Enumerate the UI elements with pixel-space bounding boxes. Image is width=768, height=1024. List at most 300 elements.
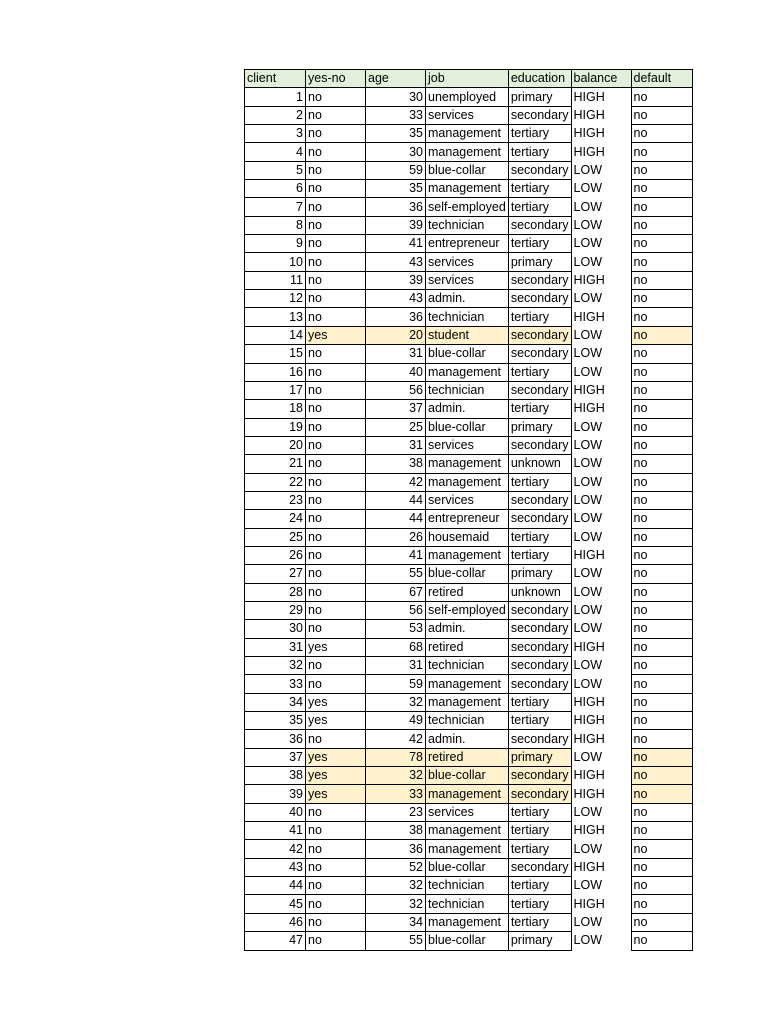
cell-yes-no[interactable]: no [306,290,366,308]
cell-client[interactable]: 24 [245,510,306,528]
cell-yes-no[interactable]: no [306,510,366,528]
cell-yes-no[interactable]: no [306,932,366,950]
cell-client[interactable]: 2 [245,106,306,124]
cell-client[interactable]: 30 [245,620,306,638]
header-cell-age[interactable]: age [366,70,426,88]
cell-age[interactable]: 32 [366,767,426,785]
cell-yes-no[interactable]: no [306,161,366,179]
cell-education[interactable]: tertiary [508,546,571,564]
cell-balance[interactable]: LOW [573,566,602,581]
cell-job[interactable]: technician [426,657,509,675]
cell-age[interactable]: 55 [366,565,426,583]
cell-yes-no[interactable]: no [306,620,366,638]
cell-balance[interactable]: LOW [573,346,602,361]
cell-education[interactable]: tertiary [508,473,571,491]
cell-balance[interactable]: HIGH [573,383,605,398]
cell-education[interactable]: tertiary [508,180,571,198]
cell-default[interactable]: no [631,583,692,601]
cell-job[interactable]: blue-collar [426,858,509,876]
cell-client[interactable]: 31 [245,638,306,656]
cell-yes-no[interactable]: no [306,88,366,106]
cell-default[interactable]: no [631,693,692,711]
cell-age[interactable]: 41 [366,546,426,564]
cell-default[interactable]: no [631,400,692,418]
cell-balance[interactable]: LOW [573,236,602,251]
cell-education[interactable]: primary [508,253,571,271]
cell-default[interactable]: no [631,418,692,436]
cell-education[interactable]: unknown [508,455,571,473]
cell-job[interactable]: technician [426,308,509,326]
cell-default[interactable]: no [631,125,692,143]
cell-yes-no[interactable]: no [306,858,366,876]
cell-yes-no[interactable]: yes [306,693,366,711]
cell-balance[interactable]: HIGH [573,859,605,874]
cell-default[interactable]: no [631,858,692,876]
cell-age[interactable]: 56 [366,381,426,399]
cell-yes-no[interactable]: no [306,583,366,601]
cell-education[interactable]: tertiary [508,143,571,161]
cell-age[interactable]: 38 [366,455,426,473]
cell-client[interactable]: 18 [245,400,306,418]
cell-default[interactable]: no [631,143,692,161]
cell-education[interactable]: secondary [508,767,571,785]
cell-age[interactable]: 43 [366,253,426,271]
cell-education[interactable]: secondary [508,858,571,876]
cell-client[interactable]: 27 [245,565,306,583]
cell-client[interactable]: 8 [245,216,306,234]
cell-age[interactable]: 31 [366,436,426,454]
cell-job[interactable]: blue-collar [426,345,509,363]
cell-client[interactable]: 14 [245,326,306,344]
cell-yes-no[interactable]: no [306,877,366,895]
cell-balance[interactable]: HIGH [573,639,605,654]
cell-education[interactable]: secondary [508,345,571,363]
cell-education[interactable]: tertiary [508,840,571,858]
cell-age[interactable]: 40 [366,363,426,381]
cell-balance[interactable]: LOW [573,749,602,764]
cell-default[interactable]: no [631,106,692,124]
cell-default[interactable]: no [631,546,692,564]
cell-default[interactable]: no [631,730,692,748]
cell-education[interactable]: secondary [508,216,571,234]
cell-yes-no[interactable]: no [306,180,366,198]
cell-default[interactable]: no [631,473,692,491]
cell-client[interactable]: 23 [245,491,306,509]
cell-job[interactable]: management [426,180,509,198]
cell-education[interactable]: secondary [508,675,571,693]
cell-balance[interactable]: LOW [573,529,602,544]
cell-default[interactable]: no [631,180,692,198]
cell-yes-no[interactable]: yes [306,712,366,730]
cell-education[interactable]: secondary [508,657,571,675]
cell-client[interactable]: 40 [245,803,306,821]
cell-default[interactable]: no [631,271,692,289]
cell-yes-no[interactable]: yes [306,638,366,656]
cell-education[interactable]: secondary [508,620,571,638]
cell-job[interactable]: self-employed [426,601,509,619]
cell-age[interactable]: 31 [366,657,426,675]
cell-yes-no[interactable]: yes [306,326,366,344]
cell-age[interactable]: 25 [366,418,426,436]
cell-yes-no[interactable]: no [306,730,366,748]
cell-balance[interactable]: HIGH [573,309,605,324]
cell-default[interactable]: no [631,803,692,821]
cell-age[interactable]: 52 [366,858,426,876]
cell-job[interactable]: services [426,271,509,289]
cell-job[interactable]: admin. [426,730,509,748]
cell-yes-no[interactable]: no [306,271,366,289]
cell-age[interactable]: 67 [366,583,426,601]
cell-default[interactable]: no [631,455,692,473]
cell-balance[interactable]: LOW [573,474,602,489]
cell-age[interactable]: 36 [366,840,426,858]
cell-education[interactable]: tertiary [508,528,571,546]
cell-client[interactable]: 39 [245,785,306,803]
cell-default[interactable]: no [631,932,692,950]
cell-education[interactable]: secondary [508,510,571,528]
cell-balance[interactable]: LOW [573,199,602,214]
cell-default[interactable]: no [631,290,692,308]
cell-age[interactable]: 53 [366,620,426,638]
cell-client[interactable]: 35 [245,712,306,730]
cell-job[interactable]: services [426,106,509,124]
cell-job[interactable]: management [426,143,509,161]
cell-yes-no[interactable]: no [306,840,366,858]
cell-client[interactable]: 21 [245,455,306,473]
cell-yes-no[interactable]: no [306,253,366,271]
cell-default[interactable]: no [631,822,692,840]
cell-education[interactable]: secondary [508,436,571,454]
cell-yes-no[interactable]: no [306,546,366,564]
cell-age[interactable]: 39 [366,271,426,289]
cell-client[interactable]: 38 [245,767,306,785]
cell-education[interactable]: secondary [508,601,571,619]
cell-job[interactable]: services [426,253,509,271]
cell-age[interactable]: 44 [366,510,426,528]
cell-default[interactable]: no [631,491,692,509]
cell-default[interactable]: no [631,785,692,803]
cell-education[interactable]: primary [508,565,571,583]
cell-job[interactable]: technician [426,895,509,913]
cell-yes-no[interactable]: no [306,381,366,399]
cell-age[interactable]: 20 [366,326,426,344]
cell-balance[interactable]: HIGH [573,713,605,728]
cell-default[interactable]: no [631,601,692,619]
cell-client[interactable]: 22 [245,473,306,491]
cell-yes-no[interactable]: no [306,491,366,509]
cell-job[interactable]: management [426,125,509,143]
cell-client[interactable]: 3 [245,125,306,143]
cell-job[interactable]: blue-collar [426,161,509,179]
cell-yes-no[interactable]: no [306,822,366,840]
cell-job[interactable]: services [426,803,509,821]
cell-age[interactable]: 39 [366,216,426,234]
cell-job[interactable]: technician [426,877,509,895]
cell-education[interactable]: secondary [508,381,571,399]
cell-age[interactable]: 26 [366,528,426,546]
cell-yes-no[interactable]: no [306,363,366,381]
cell-job[interactable]: management [426,675,509,693]
cell-education[interactable]: secondary [508,638,571,656]
cell-balance[interactable]: LOW [573,438,602,453]
cell-education[interactable]: tertiary [508,400,571,418]
cell-default[interactable]: no [631,216,692,234]
cell-client[interactable]: 20 [245,436,306,454]
header-cell-client[interactable]: client [245,70,306,88]
cell-yes-no[interactable]: no [306,345,366,363]
cell-education[interactable]: tertiary [508,693,571,711]
cell-client[interactable]: 42 [245,840,306,858]
cell-balance[interactable]: HIGH [573,107,605,122]
cell-balance[interactable]: LOW [573,603,602,618]
cell-yes-no[interactable]: no [306,913,366,931]
cell-client[interactable]: 19 [245,418,306,436]
cell-default[interactable]: no [631,895,692,913]
cell-age[interactable]: 42 [366,473,426,491]
cell-job[interactable]: entrepreneur [426,510,509,528]
cell-job[interactable]: management [426,546,509,564]
cell-job[interactable]: management [426,363,509,381]
cell-balance[interactable]: HIGH [573,272,605,287]
cell-job[interactable]: unemployed [426,88,509,106]
cell-age[interactable]: 68 [366,638,426,656]
cell-balance[interactable]: LOW [573,181,602,196]
cell-balance[interactable]: HIGH [573,548,605,563]
cell-education[interactable]: secondary [508,106,571,124]
cell-balance[interactable]: LOW [573,254,602,269]
cell-client[interactable]: 47 [245,932,306,950]
cell-job[interactable]: management [426,785,509,803]
cell-default[interactable]: no [631,712,692,730]
cell-balance[interactable]: LOW [573,584,602,599]
cell-yes-no[interactable]: no [306,198,366,216]
cell-age[interactable]: 32 [366,895,426,913]
cell-balance[interactable]: LOW [573,658,602,673]
cell-education[interactable]: tertiary [508,198,571,216]
cell-age[interactable]: 49 [366,712,426,730]
header-cell-education[interactable]: education [508,70,571,88]
cell-balance[interactable]: LOW [573,162,602,177]
cell-education[interactable]: tertiary [508,712,571,730]
cell-education[interactable]: primary [508,88,571,106]
cell-client[interactable]: 13 [245,308,306,326]
cell-balance[interactable]: HIGH [573,786,605,801]
cell-job[interactable]: blue-collar [426,932,509,950]
cell-client[interactable]: 45 [245,895,306,913]
cell-job[interactable]: retired [426,583,509,601]
cell-default[interactable]: no [631,161,692,179]
cell-client[interactable]: 26 [245,546,306,564]
cell-default[interactable]: no [631,657,692,675]
cell-default[interactable]: no [631,877,692,895]
cell-job[interactable]: technician [426,381,509,399]
cell-client[interactable]: 4 [245,143,306,161]
cell-balance[interactable]: LOW [573,493,602,508]
cell-default[interactable]: no [631,235,692,253]
cell-yes-no[interactable]: yes [306,748,366,766]
cell-client[interactable]: 11 [245,271,306,289]
cell-education[interactable]: tertiary [508,125,571,143]
cell-default[interactable]: no [631,840,692,858]
cell-default[interactable]: no [631,363,692,381]
cell-age[interactable]: 37 [366,400,426,418]
cell-balance[interactable]: HIGH [573,896,605,911]
cell-client[interactable]: 5 [245,161,306,179]
cell-default[interactable]: no [631,638,692,656]
cell-age[interactable]: 59 [366,675,426,693]
cell-client[interactable]: 44 [245,877,306,895]
cell-yes-no[interactable]: no [306,143,366,161]
cell-education[interactable]: tertiary [508,895,571,913]
cell-education[interactable]: tertiary [508,235,571,253]
cell-education[interactable]: secondary [508,491,571,509]
header-cell-job[interactable]: job [426,70,509,88]
cell-yes-no[interactable]: no [306,803,366,821]
header-cell-yes-no[interactable]: yes-no [306,70,366,88]
cell-age[interactable]: 35 [366,180,426,198]
cell-client[interactable]: 17 [245,381,306,399]
cell-job[interactable]: services [426,491,509,509]
cell-age[interactable]: 32 [366,693,426,711]
cell-default[interactable]: no [631,767,692,785]
cell-job[interactable]: admin. [426,290,509,308]
cell-yes-no[interactable]: no [306,473,366,491]
cell-age[interactable]: 42 [366,730,426,748]
cell-balance[interactable]: LOW [573,511,602,526]
cell-client[interactable]: 29 [245,601,306,619]
cell-job[interactable]: management [426,473,509,491]
cell-yes-no[interactable]: no [306,436,366,454]
cell-job[interactable]: services [426,436,509,454]
cell-default[interactable]: no [631,510,692,528]
cell-education[interactable]: primary [508,418,571,436]
cell-yes-no[interactable]: no [306,675,366,693]
cell-default[interactable]: no [631,675,692,693]
cell-default[interactable]: no [631,528,692,546]
header-cell-balance[interactable]: balance [571,70,631,88]
cell-yes-no[interactable]: no [306,455,366,473]
cell-job[interactable]: retired [426,638,509,656]
cell-job[interactable]: management [426,693,509,711]
cell-yes-no[interactable]: yes [306,767,366,785]
cell-education[interactable]: secondary [508,785,571,803]
cell-default[interactable]: no [631,326,692,344]
cell-age[interactable]: 30 [366,143,426,161]
cell-client[interactable]: 33 [245,675,306,693]
cell-yes-no[interactable]: no [306,528,366,546]
cell-balance[interactable]: HIGH [573,401,605,416]
cell-default[interactable]: no [631,198,692,216]
cell-default[interactable]: no [631,253,692,271]
cell-client[interactable]: 7 [245,198,306,216]
cell-balance[interactable]: LOW [573,327,602,342]
cell-age[interactable]: 23 [366,803,426,821]
cell-job[interactable]: admin. [426,620,509,638]
cell-job[interactable]: management [426,840,509,858]
cell-education[interactable]: unknown [508,583,571,601]
cell-client[interactable]: 32 [245,657,306,675]
cell-age[interactable]: 30 [366,88,426,106]
cell-education[interactable]: tertiary [508,913,571,931]
cell-client[interactable]: 1 [245,88,306,106]
cell-job[interactable]: retired [426,748,509,766]
cell-education[interactable]: secondary [508,326,571,344]
cell-age[interactable]: 31 [366,345,426,363]
cell-yes-no[interactable]: no [306,400,366,418]
cell-client[interactable]: 16 [245,363,306,381]
cell-age[interactable]: 43 [366,290,426,308]
cell-balance[interactable]: LOW [573,914,602,929]
cell-age[interactable]: 33 [366,785,426,803]
cell-default[interactable]: no [631,748,692,766]
cell-yes-no[interactable]: no [306,657,366,675]
cell-yes-no[interactable]: no [306,418,366,436]
cell-default[interactable]: no [631,913,692,931]
cell-job[interactable]: self-employed [426,198,509,216]
cell-education[interactable]: tertiary [508,363,571,381]
cell-education[interactable]: tertiary [508,803,571,821]
cell-job[interactable]: blue-collar [426,565,509,583]
cell-job[interactable]: entrepreneur [426,235,509,253]
cell-balance[interactable]: LOW [573,878,602,893]
cell-client[interactable]: 41 [245,822,306,840]
cell-default[interactable]: no [631,88,692,106]
cell-default[interactable]: no [631,436,692,454]
cell-age[interactable]: 35 [366,125,426,143]
cell-job[interactable]: management [426,455,509,473]
cell-education[interactable]: tertiary [508,822,571,840]
cell-client[interactable]: 12 [245,290,306,308]
cell-age[interactable]: 34 [366,913,426,931]
cell-yes-no[interactable]: no [306,235,366,253]
cell-balance[interactable]: LOW [573,456,602,471]
cell-balance[interactable]: HIGH [573,768,605,783]
cell-job[interactable]: management [426,913,509,931]
cell-client[interactable]: 15 [245,345,306,363]
cell-balance[interactable]: LOW [573,217,602,232]
cell-yes-no[interactable]: no [306,308,366,326]
cell-yes-no[interactable]: no [306,216,366,234]
cell-balance[interactable]: LOW [573,419,602,434]
cell-default[interactable]: no [631,565,692,583]
cell-education[interactable]: secondary [508,290,571,308]
cell-education[interactable]: secondary [508,271,571,289]
cell-client[interactable]: 37 [245,748,306,766]
cell-client[interactable]: 25 [245,528,306,546]
cell-yes-no[interactable]: no [306,601,366,619]
cell-client[interactable]: 36 [245,730,306,748]
cell-client[interactable]: 6 [245,180,306,198]
cell-job[interactable]: housemaid [426,528,509,546]
cell-yes-no[interactable]: no [306,106,366,124]
cell-age[interactable]: 56 [366,601,426,619]
cell-age[interactable]: 33 [366,106,426,124]
cell-job[interactable]: blue-collar [426,767,509,785]
cell-client[interactable]: 46 [245,913,306,931]
cell-education[interactable]: secondary [508,161,571,179]
cell-client[interactable]: 10 [245,253,306,271]
cell-age[interactable]: 36 [366,198,426,216]
cell-balance[interactable]: LOW [573,364,602,379]
cell-balance[interactable]: HIGH [573,89,605,104]
cell-balance[interactable]: HIGH [573,144,605,159]
header-cell-default[interactable]: default [631,70,692,88]
cell-default[interactable]: no [631,308,692,326]
cell-job[interactable]: technician [426,216,509,234]
cell-age[interactable]: 36 [366,308,426,326]
cell-yes-no[interactable]: no [306,125,366,143]
cell-yes-no[interactable]: no [306,895,366,913]
